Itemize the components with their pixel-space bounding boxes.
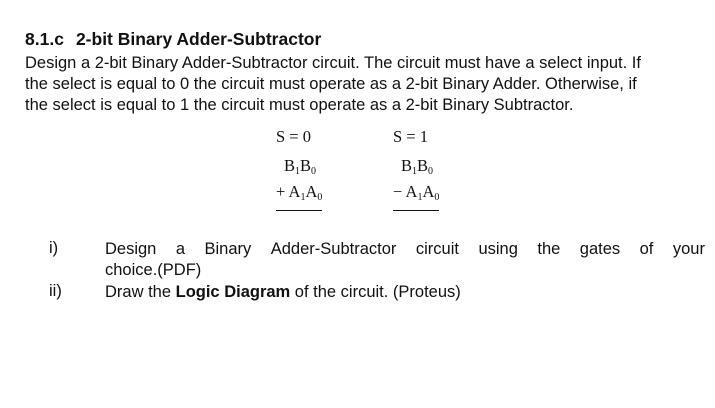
word: using [478,240,518,258]
word: gates [579,240,621,258]
word: Adder-Subtractor [270,240,397,258]
emphasis: Logic Diagram [175,283,291,301]
word: a [175,240,186,258]
list-item-line [105,239,705,260]
operand-b: $B_1B_0$ [284,156,317,177]
subtractor-example [393,127,439,207]
operand-b: $B_1B_0$ [401,156,434,177]
operand-a: − $A_1A_0$ [393,181,439,207]
section-heading [25,29,321,50]
word: the [537,240,561,258]
paragraph-line: the select is equal to 1 the circuit must operate as a 2-bit Binary Subtractor. [25,96,574,114]
list-marker: i) [49,239,59,257]
list-item-text: Draw the Logic Diagram of the circuit. (Proteus) [105,283,461,301]
word: of [639,240,654,258]
adder-example [276,127,322,207]
list-item-line: choice.(PDF) [105,261,202,279]
paragraph-line: the select is equal to 0 the circuit must operate as a 2-bit Binary Adder. Otherwise, if [25,75,637,93]
list-marker: ii) [49,282,62,300]
word: circuit [415,240,459,258]
section-title: 2-bit Binary Adder-Subtractor [75,29,322,49]
paragraph-line: Design a 2-bit Binary Adder-Subtractor circuit. The circuit must have a select input. If [25,54,641,72]
select-label: S = 1 [393,127,428,146]
operand-a: + $A_1A_0$ [276,181,322,207]
word: Design [105,240,157,258]
select-label: S = 0 [276,127,311,146]
word: Binary [204,240,252,258]
description-paragraph [25,53,715,116]
section-number: 8.1.c [25,29,64,49]
word: your [672,240,705,258]
list-item-text [105,239,705,281]
